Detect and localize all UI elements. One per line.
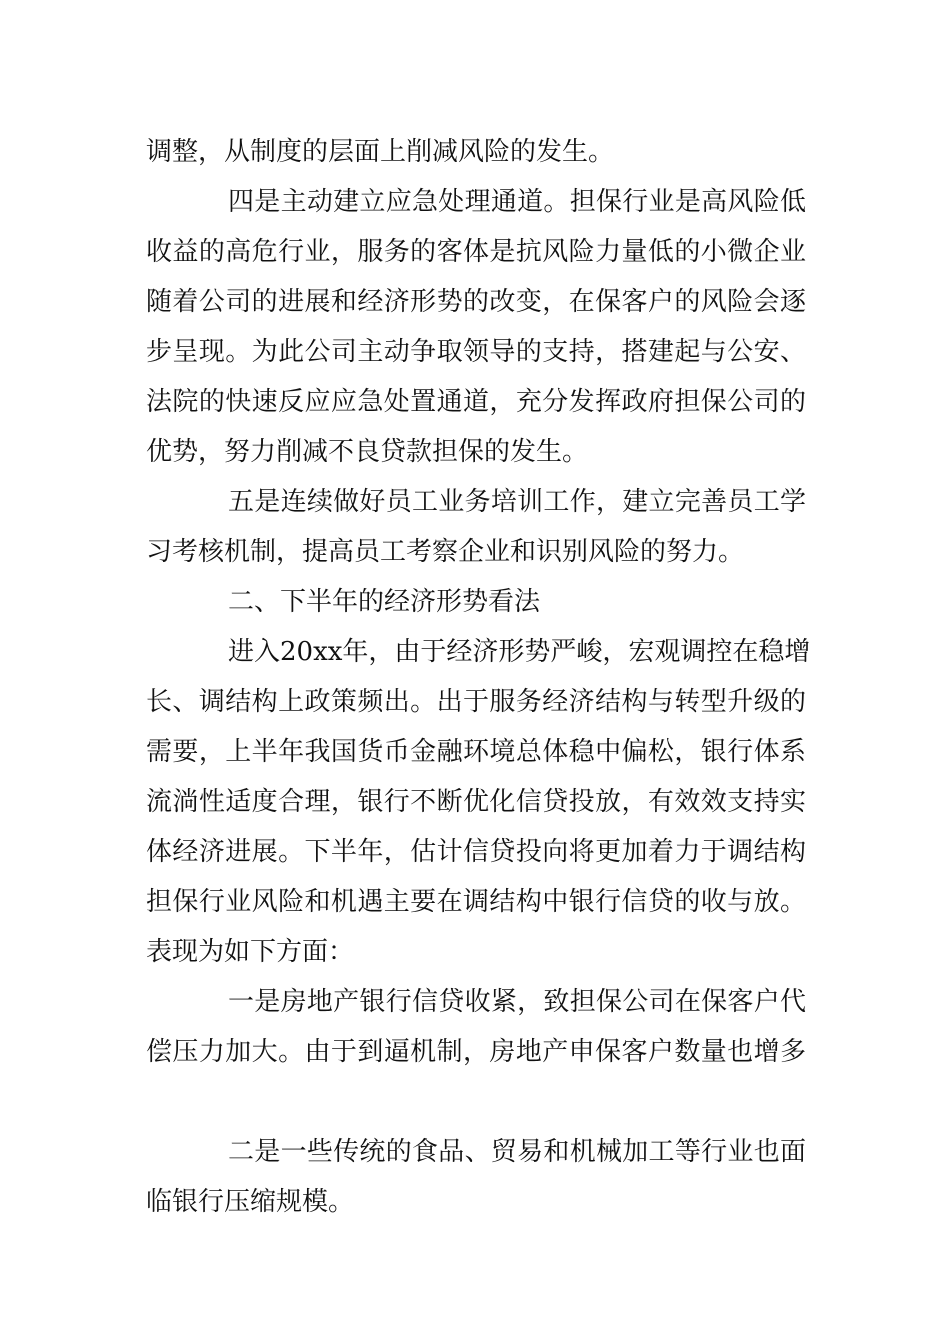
text-line: 偿压力加大。由于到逼机制，房地产申保客户数量也增多 — [146, 1037, 806, 1067]
text-line: 长、调结构上政策频出。出于服务经济结构与转型升级的 — [146, 687, 806, 717]
text-line: 收益的高危行业，服务的客体是抗风险力量低的小微企业 — [146, 237, 806, 267]
text-line: 担保行业风险和机遇主要在调结构中银行信贷的收与放。 — [146, 887, 806, 917]
text-line: 习考核机制，提高员工考察企业和识别风险的努力。 — [146, 537, 745, 567]
section-heading: 二、下半年的经济形势看法 — [228, 587, 541, 617]
text-line: 优势，努力削减不良贷款担保的发生。 — [146, 437, 589, 467]
text-line: 法院的快速反应应急处置通道，充分发挥政府担保公司的 — [146, 387, 806, 417]
text-line: 四是主动建立应急处理通道。担保行业是高风险低 — [228, 187, 806, 217]
text-line: 临银行压缩规模。 — [146, 1187, 355, 1217]
text-line: 需要，上半年我国货币金融环境总体稳中偏松，银行体系 — [146, 737, 806, 767]
text-line: 步呈现。为此公司主动争取领导的支持，搭建起与公安、 — [146, 337, 806, 367]
text-line: 表现为如下方面： — [146, 937, 355, 967]
text-line: 随着公司的进展和经济形势的改变，在保客户的风险会逐 — [146, 287, 806, 317]
text-line: 进入20xx年，由于经济形势严峻，宏观调控在稳增 — [228, 637, 811, 667]
text-line: 一是房地产银行信贷收紧，致担保公司在保客户代 — [228, 987, 806, 1017]
text-line: 五是连续做好员工业务培训工作，建立完善员工学 — [228, 487, 806, 517]
text-line: 流淌性适度合理，银行不断优化信贷投放，有效效支持实 — [146, 787, 806, 817]
text-line: 调整，从制度的层面上削减风险的发生。 — [146, 137, 615, 167]
text-line: 体经济进展。下半年，估计信贷投向将更加着力于调结构 — [146, 837, 806, 867]
text-line: 二是一些传统的食品、贸易和机械加工等行业也面 — [228, 1137, 806, 1167]
